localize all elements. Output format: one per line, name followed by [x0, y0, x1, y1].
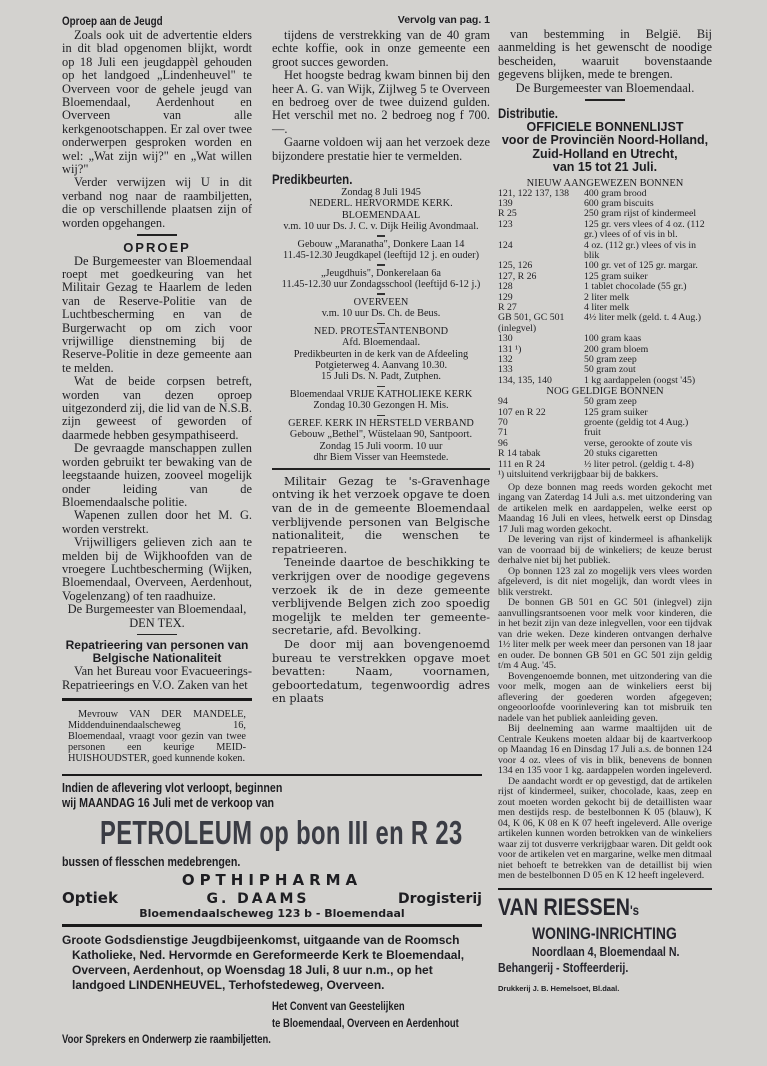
- coupon-item: 100 gr. vet of 125 gr. margar.: [584, 260, 698, 272]
- divider: [272, 468, 490, 470]
- paragraph: Teneinde daartoe de beschikking te verkrijgen over de noodige gegevens verzoek ik de in deze gemeente verblijvende Belgen zich zoo spoedig mogelijk te melden ter gemeente-secretarie, afd. Bevolking.: [272, 556, 490, 638]
- headline-text: PETROLEUM op bon III en R 23: [100, 814, 463, 852]
- line-text: wij MAANDAG 16 Juli met de verkoop van: [62, 795, 275, 811]
- paragraph: Zoals ook uit de advertentie elders in dit blad opgenomen blijkt, wordt op 18 Juli een jeugdappèl gehouden op het landgoed „Lindenheuvel" te Overveen voor de gehele jeugd van Bloemendaal, Aerdenhout en Overveen van alle kerkgenootschappen. Er zal over twee onderwerpen gesproken worden en wel: „Wat zijn wij?" en „Wat willen wij?": [62, 28, 252, 177]
- coupon-code: R 25: [498, 208, 517, 220]
- heading-text: Predikbeurten.: [272, 171, 353, 188]
- new-coupons-table: [498, 189, 712, 387]
- service-line: Zondag 15 Juli voorm. 10 uur: [319, 440, 443, 452]
- coupon-code: 134, 135, 140: [498, 374, 552, 386]
- coupon-item: 1 kg aardappelen (oogst '45): [584, 374, 696, 386]
- coupon-item: 50 gram zout: [584, 364, 636, 376]
- paragraph: De door mij aan bovengenoemd bureau te verstrekken opgave moet bevatten: Naam, voornamen, geboortedatum, tegenwoordig adres en plaats: [272, 637, 490, 706]
- title-line: OFFICIELE BONNENLIJST: [526, 119, 684, 134]
- repatriation-body: [62, 665, 252, 692]
- divider: [377, 293, 385, 295]
- service-line: OVERVEEN: [353, 296, 409, 308]
- article-heading-youth-call: [62, 14, 252, 28]
- coupon-item: 200 gram bloem: [584, 343, 649, 355]
- coupon-item: ½ liter petrol. (geldig t. 4-8): [584, 458, 694, 470]
- title-line: van 15 tot 21 Juli.: [552, 160, 658, 175]
- coupon-code: 128: [498, 281, 513, 293]
- service-line: 11.45-12.30 Jeugdkapel (leeftijd 12 j. en ouder): [282, 250, 480, 262]
- service-block: [272, 293, 490, 319]
- title-line: Zuid-Holland en Utrecht,: [532, 146, 678, 161]
- ad-line: [62, 780, 482, 795]
- coupon-code: R 27: [498, 302, 517, 313]
- ad-row: [62, 889, 482, 907]
- brand-name: VAN RIESSEN: [498, 894, 630, 922]
- divider: [585, 99, 625, 101]
- service-block: [272, 187, 490, 232]
- service-line: GEREF. KERK IN HERSTELD VERBAND: [288, 418, 474, 430]
- coupon-code: 123: [498, 218, 513, 230]
- heading-text: Oproep aan de Jeugd: [62, 14, 163, 28]
- van-riessen-ad: [498, 894, 712, 976]
- service-block: [272, 415, 490, 464]
- service-line: v.m. 10 uur Ds. Ch. de Beus.: [321, 308, 441, 320]
- youth-call-body: [62, 29, 252, 230]
- paragraph: Gaarne voldoen wij aan het verzoek deze bijzondere prestatie hier te vermelden.: [272, 135, 490, 163]
- paragraph: Wapenen zullen door het M. G. worden verstrekt.: [62, 508, 252, 536]
- coupon-item: fruit: [584, 427, 601, 439]
- service-line: Potgieterweg 4. Aanvang 10.30.: [314, 359, 448, 371]
- coffee-article-body: [272, 29, 490, 163]
- ad-signature: [272, 1001, 482, 1013]
- heading-text: Distributie.: [498, 104, 558, 121]
- valid-coupons-header: NOG GELDIGE BONNEN: [546, 386, 664, 398]
- printer-imprint: Drukkerij J. B. Hemelsoet, Bl.daal.: [498, 984, 620, 994]
- coupon-code: 133: [498, 364, 513, 376]
- subtitle-text: WONING-INRICHTING: [532, 924, 677, 944]
- paragraph: Bij deelneming aan warme maaltijden uit de Centrale Keukens moeten aldaar bij de kaartverkoop op Maandag 16 en Dinsdag 17 Juli a.s. de bonnen 124 voor 4 oz. vlees of vis in blik, benevens de bonnen 134 en 135 voor 1 kg. aardappelen worden ingeleverd.: [498, 723, 712, 777]
- paragraph: Van het Bureau voor Evacueerings-Repatrieerings en V.O. Zaken van het: [62, 664, 252, 692]
- address-text: Noordlaan 4, Bloemendaal N.: [532, 944, 680, 960]
- coupon-row: [498, 241, 712, 262]
- paragraph: Op bonnen 123 zal zo mogelijk vers vlees worden afgeleverd, is dit niet mogelijk, dan wordt vlees in blik verstrekt.: [498, 565, 712, 598]
- footer-text: Voor Sprekers en Onderwerp zie raambiljetten.: [62, 1033, 271, 1046]
- service-line: Zondag 10.30 Gezongen H. Mis.: [313, 400, 449, 412]
- signature-title: De Burgemeester van Bloemendaal,: [67, 602, 247, 617]
- service-block: [272, 386, 490, 412]
- coupon-code: 127, R 26: [498, 270, 537, 282]
- paragraph: De gevraagde manschappen zullen worden gebruikt ter bewaking van de leegstaande huizen, zooveel mogelijk onder leiding van de Bloemendaalsche politie.: [62, 441, 252, 509]
- valid-coupons-table: [498, 397, 712, 470]
- coupon-code: 132: [498, 354, 513, 366]
- coupon-code: 125, 126: [498, 260, 533, 272]
- sermons-heading: [272, 171, 490, 187]
- coupon-code: 124: [498, 239, 513, 251]
- coupon-row: [498, 220, 712, 241]
- paragraph: De bonnen GB 501 en GC 501 (inlegvel) zijn aanvullingsrantsoenen voor melk voor kinderen, die in het bezit zijn van deze inlegvellen, voor een tijdvak van drie weken. Deze kinderen ontvangen derhalve 1½ liter melk per week meer dan personen van 18 jaar en ouder. De bonnen GB 501 en GC 501 zijn geldig t/m 4 Aug. '45.: [498, 597, 712, 672]
- service-line: „Jeugdhuis", Donkerelaan 6a: [320, 267, 441, 279]
- ad-brand: [498, 894, 712, 924]
- ration-list-title: [498, 121, 712, 175]
- service-block: [272, 264, 490, 290]
- coupon-item: 125 gram suiker: [584, 406, 648, 418]
- coupon-item: 125 gr. vers vlees of 4 oz. (112 gr.) vlees of of vis in bl.: [584, 218, 705, 241]
- distribution-notes: [498, 483, 712, 882]
- coupon-code: 94: [498, 396, 508, 408]
- paragraph: van bestemming in België. Bij aanmelding is het gewenscht de noodige bescheiden, waaruit bovenstaande gegevens blijken, mede te brengen.: [498, 27, 712, 82]
- divider: [137, 234, 177, 236]
- service-line: Gebouw „Bethel", Wüstelaan 90, Santpoort.: [289, 429, 473, 441]
- coupon-item: 50 gram zeep: [584, 396, 637, 408]
- line-text: Indien de aflevering vlot verloopt, beginnen: [62, 780, 283, 796]
- military-authority-body: [272, 475, 490, 706]
- church-services: [272, 187, 490, 463]
- coupon-code: 139: [498, 197, 513, 209]
- divider: [62, 774, 482, 777]
- divider: [62, 698, 252, 701]
- new-coupons-header: NIEUW AANGEWEZEN BONNEN: [526, 177, 684, 189]
- coupon-item: 4 oz. (112 gr.) vlees of vis in blik: [584, 239, 697, 261]
- coupon-item: 400 gram brood: [584, 187, 647, 199]
- coupon-item: groente (geldig tot 4 Aug.): [584, 417, 689, 429]
- divider: [62, 924, 482, 927]
- paragraph: Militair Gezag te 's-Gravenhage ontving ik het verzoek opgave te doen van de in de gemeente Bloemendaal verblijvende personen van Belgische nationaliteit, die wenschen te repatrieeren.: [272, 474, 490, 556]
- coupon-item: 1 tablet chocolade (55 gr.): [584, 281, 687, 293]
- coupon-code: 131 ¹): [498, 343, 522, 355]
- paragraph: Het hoogste bedrag kwam binnen bij den heer A. G. van Wijk, Zijlweg 5 te Overveen en bedroeg over de twee duizend gulden. Het verschil met no. 2 bedroeg nog f 700.—.: [272, 68, 490, 136]
- coupon-item: 125 gram suiker: [584, 270, 648, 282]
- ad-signature: [272, 1018, 482, 1030]
- classified-text: Mevrouw VAN DER MANDELE, Middenduinendaalscheweg 16, Bloemendaal, vraagt voor gezin van twee personen een keurige MEID-HUISHOUDSTER, goed kunnende koken.: [68, 708, 246, 764]
- classified-ad: [62, 705, 252, 768]
- coupon-item: 600 gram biscuits: [584, 197, 654, 209]
- services-text: Behangerij - Stoffeerderij.: [498, 960, 629, 976]
- paragraph: Op deze bonnen mag reeds worden gekocht met ingang van Zaterdag 14 Juli a.s. met uitzondering van de artikelen melk en aardappelen, welke eerst op Maandag 16 Juli en vlees, hetwelk eerst op Dinsdag 17 Juli mag worden gekocht.: [498, 481, 712, 535]
- repatriation-heading: [62, 639, 252, 665]
- coupon-code: 71: [498, 427, 508, 439]
- coupon-item: 2 liter melk: [584, 291, 630, 303]
- paragraph: De levering van rijst of kindermeel is afhankelijk van de voorraad bij de winkeliers; de keuze berust derhalve niet bij het publiek.: [498, 534, 712, 567]
- distribution-heading: [498, 105, 712, 121]
- service-line: BLOEMENDAAL: [341, 209, 421, 221]
- service-line: NED. PROTESTANTENBOND: [313, 326, 449, 338]
- ad-footer: [62, 1034, 482, 1046]
- divider: [377, 386, 385, 388]
- title-line: voor de Provinciën Noord-Holland,: [501, 133, 709, 148]
- service-block: [272, 323, 490, 383]
- coupon-item: 250 gram rijst of kindermeel: [584, 208, 697, 220]
- coupon-code: 70: [498, 417, 508, 429]
- coupon-code: R 14 tabak: [498, 448, 541, 460]
- coupon-row: [498, 313, 712, 334]
- service-line: Afd. Bloemendaal.: [341, 337, 421, 349]
- line-text: bussen of flesschen medebrengen.: [62, 854, 241, 870]
- ad-services: [498, 960, 712, 976]
- signature-line: te Bloemendaal, Overveen en Aerdenhout: [272, 1017, 459, 1030]
- service-line: 11.45-12.30 uur Zondagsschool (leeftijd 6-12 j.): [281, 279, 481, 291]
- coupon-item: 4 liter melk: [584, 302, 630, 313]
- coupon-code: 107 en R 22: [498, 406, 546, 418]
- service-line: Bloemendaal VRIJE KATHOLIEKE KERK: [289, 389, 473, 401]
- service-line: NEDERL. HERVORMDE KERK.: [309, 198, 453, 210]
- ad-brand: OPTHIPHARMA: [181, 871, 363, 890]
- coupon-row: [498, 418, 712, 428]
- paragraph: tijdens de verstrekking van de 40 gram echte koffie, ook in onze gemeente een groot succes geworden.: [272, 28, 490, 69]
- ad-address: Bloemendaalscheweg 123 b - Bloemendaal: [139, 907, 405, 921]
- heading-line: Repatrieering van personen van: [65, 638, 249, 653]
- signature-line: Het Convent van Geestelijken: [272, 1000, 405, 1013]
- coupon-row: [498, 376, 712, 386]
- coupon-code: GB 501, GC 501 (inlegvel): [498, 312, 565, 334]
- column-right: [498, 14, 712, 1013]
- signature-name: DEN TEX.: [129, 615, 185, 630]
- divider: [498, 888, 712, 891]
- service-block: [272, 235, 490, 261]
- coupon-code: 129: [498, 291, 513, 303]
- heading-line: Belgische Nationaliteit: [92, 651, 222, 666]
- divider: [377, 264, 385, 266]
- coupon-item: 20 stuks cigaretten: [584, 448, 658, 460]
- ad-text: Groote Godsdienstige Jeugdbijeenkomst, uitgaande van de Roomsch Katholieke, Ned. Hervormde en Gereformeerde Kerk te Bloemendaal, Overveen, Aerdenhout, op Woensdag 18 Juli, 8 uur n.m., op het landgoed LINDENHEUVEL, Terhofstedeweg, Overveen.: [62, 932, 465, 992]
- coupon-code: 96: [498, 437, 508, 449]
- coupon-item: 100 gram kaas: [584, 333, 642, 345]
- coupon-item: verse, gerookte of zoute vis: [584, 437, 693, 449]
- repatriation-continued: [498, 28, 712, 82]
- youth-gathering-ad: [62, 933, 482, 1046]
- left-region: [62, 14, 490, 1066]
- ad-subtitle: [498, 924, 712, 944]
- divider: [377, 415, 385, 417]
- service-line: 15 Juli Ds. N. Padt, Zutphen.: [321, 371, 441, 383]
- paragraph: Wat de beide corpsen betreft, worden van dezen oproep uitgezonderd zij, die lid van de N.S.B. zijn geweest of geworden of daarmede hebben gesympathiseerd.: [62, 374, 252, 442]
- paragraph: Verder verwijzen wij U in dit verband nog naar de raambiljetten, die op verschillende plaatsen zijn of worden opgehangen.: [62, 175, 252, 230]
- service-line: Gebouw „Maranatha", Donkere Laan 14: [297, 238, 465, 250]
- ad-line: [62, 795, 482, 810]
- paragraph: Vrijwilligers gelieven zich aan te melden bij de Wijkhoofden van de vroegere Luchtbescherming (Wijken, Bloemendaal, Overveen, Aerdenhout, Vogelenzang) of ten raadhuize.: [62, 535, 252, 603]
- oproep-title: OPROEP: [123, 239, 191, 255]
- footnote: ¹) uitsluitend verkrijgbaar bij de bakkers.: [498, 469, 659, 481]
- opthipharma-ad: [62, 871, 482, 920]
- brand-suffix: 's: [629, 902, 640, 919]
- oproep-body: [62, 255, 252, 604]
- continued-text: Vervolg van pag. 1: [397, 14, 490, 26]
- continued-from-label: [272, 14, 490, 26]
- service-line: Zondag 8 Juli 1945: [341, 187, 421, 199]
- service-line: Predikbeurten in de kerk van de Afdeeling: [293, 348, 469, 360]
- coupon-item: 4½ liter melk (geld. t. 4 Aug.): [584, 312, 701, 324]
- ad-line: [62, 854, 482, 869]
- divider: [137, 634, 177, 636]
- article-columns: [62, 14, 490, 768]
- coupon-code: 121, 122 137, 138: [498, 187, 570, 199]
- ad-address: [498, 944, 712, 960]
- petroleum-ad: [62, 780, 482, 869]
- ad-left: Optiek: [62, 889, 118, 908]
- coupon-code: 130: [498, 333, 513, 345]
- service-line: v.m. 10 uur Ds. J. C. v. Dijk Heilig Avondmaal.: [283, 220, 479, 232]
- ad-right: Drogisterij: [397, 891, 482, 908]
- column-left: [62, 14, 252, 768]
- column-middle: [272, 14, 490, 706]
- mayor-signature: [62, 603, 252, 630]
- paragraph: Bovengenoemde bonnen, met uitzondering van die voor melk, mogen aan de winkeliers eerst bij aflevering der goederen worden afgegeven; ongeoorloofde voorinlevering kan tot misbruik ten nadele van het publiek aanleiding geven.: [498, 670, 712, 724]
- coupon-code: 111 en R 24: [498, 458, 545, 470]
- mayor-signature: De Burgemeester van Bloemendaal.: [515, 80, 695, 95]
- divider: [377, 235, 385, 237]
- coupon-item: 50 gram zeep: [584, 354, 637, 366]
- petroleum-headline: [62, 814, 482, 852]
- ad-name: G. DAAMS: [206, 891, 310, 908]
- service-line: dhr Biem Visser van Heemstede.: [313, 452, 449, 463]
- paragraph: De Burgemeester van Bloemendaal roept met goedkeuring van het Militair Gezag te Haarlem de leden van de Reserve-Politie van de Luchtbescherming en van de Burgerwacht op om zich voor vrijwillige dienstneming bij de Reserve-Politie in deze gemeente aan te melden.: [62, 253, 252, 375]
- paragraph: De aandacht wordt er op gevestigd, dat de artikelen rijst of kindermeel, suiker, chocolade, kaas, zeep en zout moeten worden gekocht bij de detaillisten waar men destijds resp. de bestelbonnen K 05 (blauw), K 04, K 06, K 08 en K 07 heeft ingeleverd. Alle overige artikelen kunnen worden betrokken van de winkeliers waar zij tot dusverre verkrijgbaar waren. Dit geldt ook voor de artikelen vet en margarine, welke men ditmaal niet behoeft te betrekken van de detaillist bij wien men de bestelbonnen D 05 en K 12 heeft ingeleverd.: [498, 775, 712, 882]
- divider: [377, 323, 385, 325]
